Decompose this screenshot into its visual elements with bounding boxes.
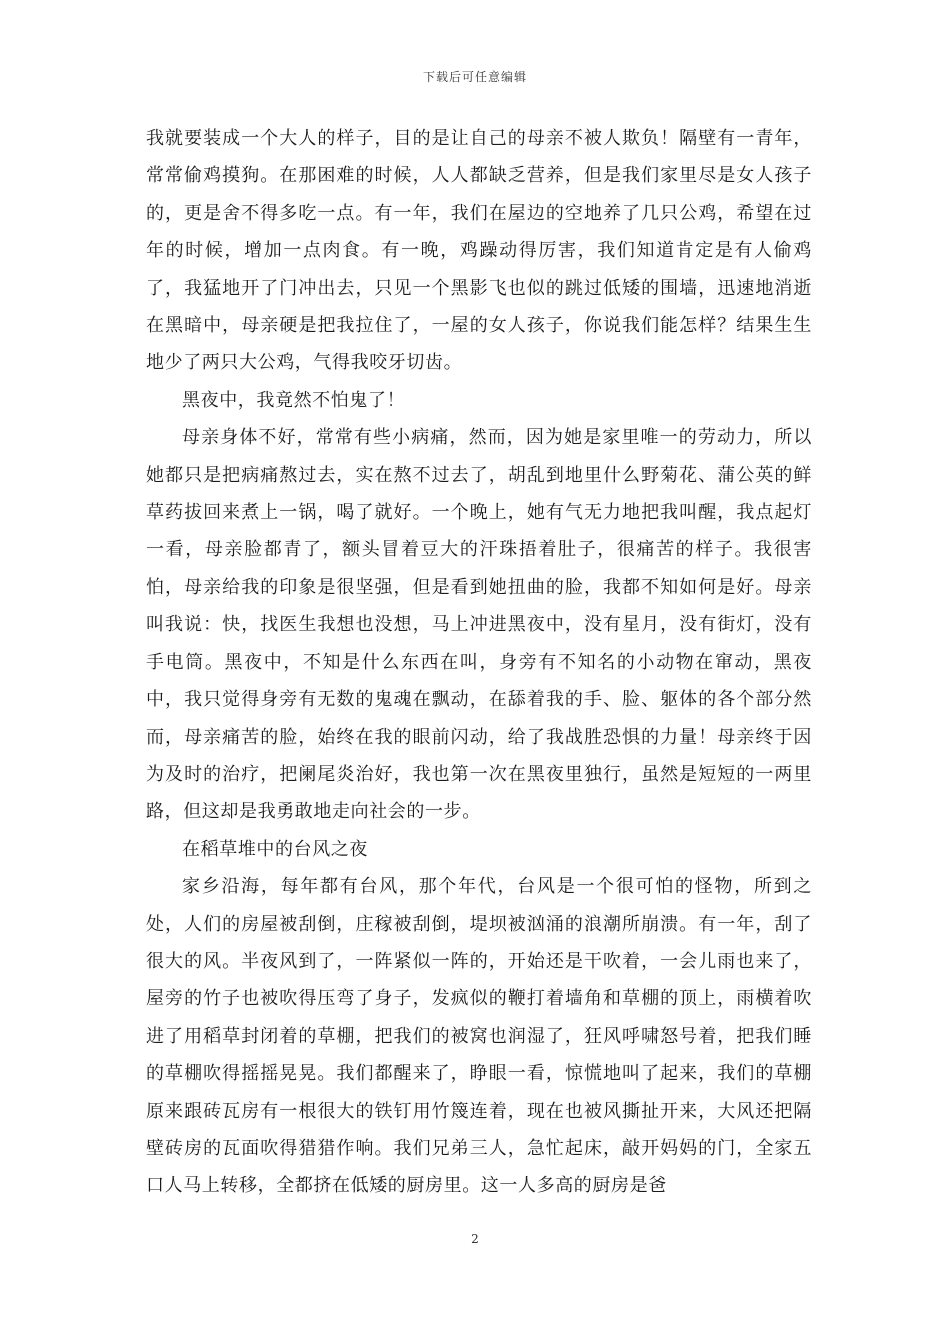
section-heading-night: 黑夜中，我竟然不怕鬼了！	[182, 389, 406, 411]
paragraph-mother-illness: 母亲身体不好，常常有些小病痛，然而，因为她是家里唯一的劳动力，所以她都只是把病痛熬过去，实在熬不过去了，胡乱到地里什么野菊花、蒲公英的鲜草药拔回来煮上一锅，喝了就好。一个晚上，她有气无力地把我叫醒，我点起灯一看，母亲脸都青了，额头冒着豆大的汗珠捂着肚子，很痛苦的样子。我很害怕，母亲给我的印象是很坚强，但是看到她扭曲的脸，我都不知如何是好。母亲叫我说：快，找医生我想也没想，马上冲进黑夜中，没有星月，没有街灯，没有手电筒。黑夜中，不知是什么东西在叫，身旁有不知名的小动物在窜动，黑夜中，我只觉得身旁有无数的鬼魂在飘动，在舔着我的手、脸、躯体的各个部分然而，母亲痛苦的脸，始终在我的眼前闪动，给了我战胜恐惧的力量！母亲终于因为及时的治疗，把阑尾炎治好，我也第一次在黑夜里独行，虽然是短短的一两里路，但这却是我勇敢地走向社会的一步。	[146, 427, 812, 823]
paragraph-typhoon: 家乡沿海，每年都有台风，那个年代，台风是一个很可怕的怪物，所到之处，人们的房屋被刮倒，庄稼被刮倒，堤坝被汹涌的浪潮所崩溃。有一年，刮了很大的风。半夜风到了，一阵紧似一阵的，开始还是干吹着，一会儿雨也来了，屋旁的竹子也被吹得压弯了身子，发疯似的鞭打着墙角和草棚的顶上，雨横着吹进了用稻草封闭着的草棚，把我们的被窝也润湿了，狂风呼啸怒号着，把我们睡的草棚吹得摇摇晃晃。我们都醒来了，睁眼一看，惊慌地叫了起来，我们的草棚原来跟砖瓦房有一根很大的铁钉用竹篾连着，现在也被风撕扯开来，大风还把隔壁砖房的瓦面吹得猎猎作响。我们兄弟三人，急忙起床，敲开妈妈的门，全家五口人马上转移，全都挤在低矮的厨房里。这一人多高的厨房是爸	[146, 876, 812, 1197]
section-heading-typhoon: 在稻草堆中的台风之夜	[182, 838, 368, 860]
document-body	[146, 120, 812, 1205]
page-number: 2	[471, 1232, 479, 1246]
paragraph-continued: 我就要装成一个大人的样子，目的是让自己的母亲不被人欺负！隔壁有一青年，常常偷鸡摸狗。在那困难的时候，人人都缺乏营养，但是我们家里尽是女人孩子的，更是舍不得多吃一点。有一年，我们在屋边的空地养了几只公鸡，希望在过年的时候，增加一点肉食。有一晚，鸡躁动得厉害，我们知道肯定是有人偷鸡了，我猛地开了门冲出去，只见一个黑影飞也似的跳过低矮的围墙，迅速地消逝在黑暗中，母亲硬是把我拉住了，一屋的女人孩子，你说我们能怎样？结果生生地少了两只大公鸡，气得我咬牙切齿。	[146, 128, 812, 374]
page-header: 下载后可任意编辑	[422, 70, 527, 84]
